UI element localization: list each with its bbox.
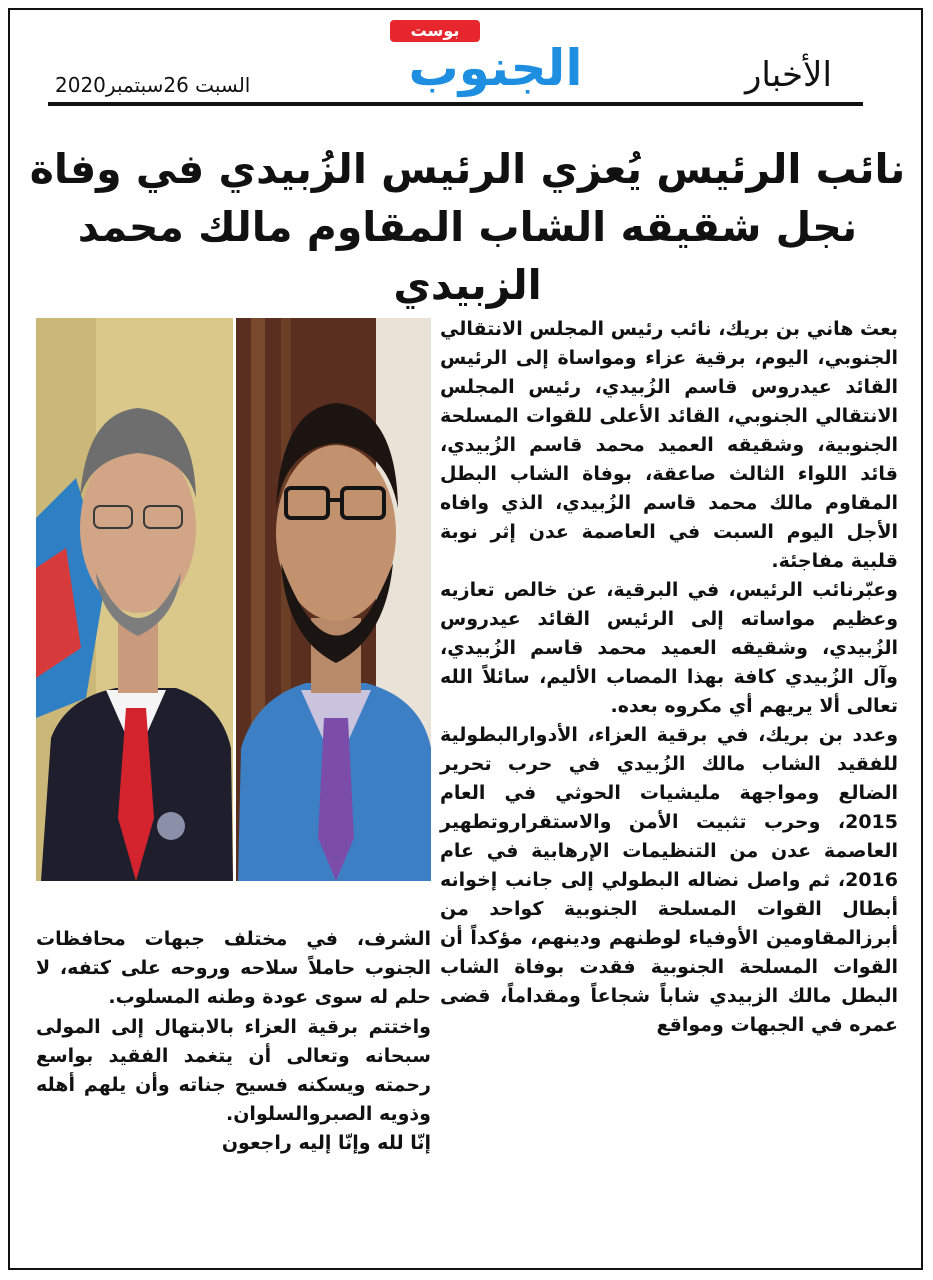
article-paragraph-2: وعبّرنائب الرئيس، في البرقية، عن خالص تعازيه وعظيم مواساته إلى الرئيس القائد عيدروس الزُبيدي، وشقيقه العميد محمد قاسم الزُبيدي، وآل الزُبيدي كافة بهذا المصاب الأليم، سائلاً الله تعالى ألا يريهم أي مكروه بعده. xyxy=(440,579,898,717)
headline-line-2: نجل شقيقه الشاب المقاوم مالك محمد الزبيدي xyxy=(77,203,858,309)
article-body-left-column xyxy=(36,925,431,1159)
headline-line-1: نائب الرئيس يُعزي الرئيس الزُبيدي في وفاة xyxy=(29,145,906,193)
article-photo xyxy=(36,318,431,881)
logo-wordmark: الجنوب xyxy=(408,39,583,97)
headline xyxy=(20,140,915,314)
article-paragraph-6: إنّا لله وإنّا إليه راجعون xyxy=(221,1132,431,1155)
article-paragraph-4: الشرف، في مختلف جبهات محافظات الجنوب حاملاً سلاحه وروحه على كتفه، لا حلم له سوى عودة وطنه المسلوب. xyxy=(36,928,431,1009)
article-paragraph-5: واختتم برقية العزاء بالابتهال إلى المولى سبحانه وتعالى أن يتغمد الفقيد بواسع رحمته ويسكنه فسيح جناته وأن يلهم أهله وذويه الصبروالسلوان. xyxy=(36,1015,431,1126)
section-title: الأخبار xyxy=(745,55,832,95)
logo xyxy=(388,18,608,98)
header-divider xyxy=(48,102,863,106)
article-paragraph-3: وعدد بن بريك، في برقية العزاء، الأدوارالبطولية للفقيد الشاب مالك الزُبيدي في حرب تحرير الضالع ومواجهة مليشيات الحوثي في العام 2015، وحرب تثبيت الأمن والاستقراروتطهير العاصمة عدن من التنظيمات الإرهابية في عام 2016، ثم واصل نضاله البطولي إلى جانب إخوانه أبطال القوات المسلحة الجنوبية كواحد من أبرزالمقاومين الأوفياء لوطنهم ودينهم، مؤكداً أن القوات المسلحة الجنوبية فقدت بوفاة الشاب البطل مالك الزبيدي شاباً شجاعاً ومقداماً، قضى عمره في الجبهات ومواقع xyxy=(440,724,898,1036)
article-paragraph-1: بعث هاني بن بريك، نائب رئيس المجلس الانتقالي الجنوبي، اليوم، برقية عزاء ومواساة إلى الرئيس القائد عيدروس قاسم الزُبيدي، رئيس المجلس الانتقالي الجنوبي، القائد الأعلى للقوات المسلحة الجنوبية، وشقيقه العميد محمد قاسم الزُبيدي، قائد اللواء الثالث صاعقة، بوفاة الشاب البطل المقاوم مالك محمد قاسم الزُبيدي، الذي وافاه الأجل اليوم السبت في العاصمة عدن إثر نوبة قلبية مفاجئة. xyxy=(440,318,898,572)
logo-badge: بوست xyxy=(390,20,480,42)
article-body-right-column xyxy=(440,315,898,1040)
issue-date: السبت 26سبتمبر2020 xyxy=(55,73,251,97)
portraits-image xyxy=(36,318,431,881)
